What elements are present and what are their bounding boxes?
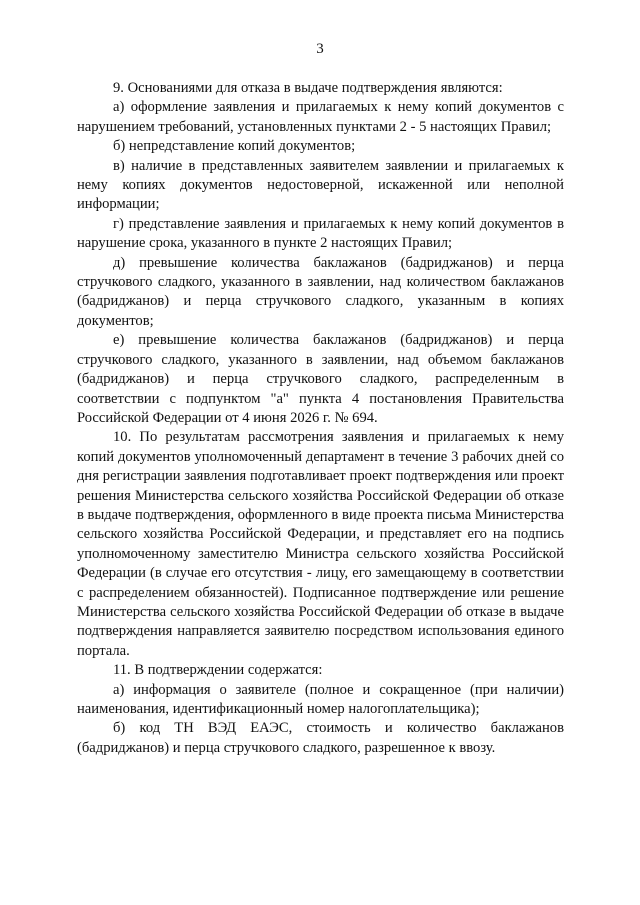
item-11-subitem-a: а) информация о заявителе (полное и сокращенное (при наличии) наименования, идентификационный номер налогоплательщика); bbox=[77, 681, 564, 717]
item-9-subitem-d: д) превышение количества баклажанов (бадриджанов) и перца стручкового сладкого, указанного в заявлении, над количеством баклажанов (бадриджанов) и перца стручкового сладкого, указанным в копиях документов; bbox=[77, 254, 564, 329]
item-9-subitem-v: в) наличие в представленных заявителем заявлении и прилагаемых к нему копиях документов недостоверной, искаженной или неполной информации; bbox=[77, 157, 564, 213]
page-number: 3 bbox=[316, 41, 324, 57]
item-10-paragraph: 10. По результатам рассмотрения заявления и прилагаемых к нему копий документов уполномоченный департамент в течение 3 рабочих дней со дня регистрации заявления подготавливает проект подтверждения или проект решения Министерства сельского хозяйства Российской Федерации об отказе в выдаче подтверждения, оформленного в виде проекта письма Министерства сельского хозяйства Российской Федерации, и представляет его на подпись уполномоченному заместителю Министра сельского хозяйства Российской Федерации (в случае его отсутствия - лицу, его замещающему в соответствии с распределением обязанностей). Подписанное подтверждение или решение Министерства сельского хозяйства Российской Федерации об отказе в выдаче подтверждения направляется заявителю посредством использования единого портала. bbox=[77, 429, 564, 659]
item-11-heading: 11. В подтверждении содержатся: bbox=[113, 662, 323, 679]
item-9-subitem-b: б) непредставление копий документов; bbox=[113, 138, 356, 155]
item-9-subitem-e: е) превышение количества баклажанов (бадриджанов) и перца стручкового сладкого, указанного в заявлении, над объемом баклажанов (бадриджанов) и перца стручкового сладкого, распределенным в соответствии с подпунктом "а" пункта 4 постановления Правительства Российской Федерации от 4 июня 2026 г. № 694. bbox=[77, 332, 564, 426]
document-body bbox=[77, 79, 564, 758]
item-11-subitem-b: б) код ТН ВЭД ЕАЭС, стоимость и количество баклажанов (бадриджанов) и перца стручкового сладкого, разрешенное к ввозу. bbox=[77, 720, 564, 756]
item-9-heading: 9. Основаниями для отказа в выдаче подтверждения являются: bbox=[113, 80, 503, 96]
item-9-subitem-g: г) представление заявления и прилагаемых к нему копий документов в нарушение срока, указанного в пункте 2 настоящих Правил; bbox=[77, 215, 564, 252]
item-9-subitem-a: а) оформление заявления и прилагаемых к нему копий документов с нарушением требований, установленных пунктами 2 - 5 настоящих Правил; bbox=[77, 99, 564, 135]
